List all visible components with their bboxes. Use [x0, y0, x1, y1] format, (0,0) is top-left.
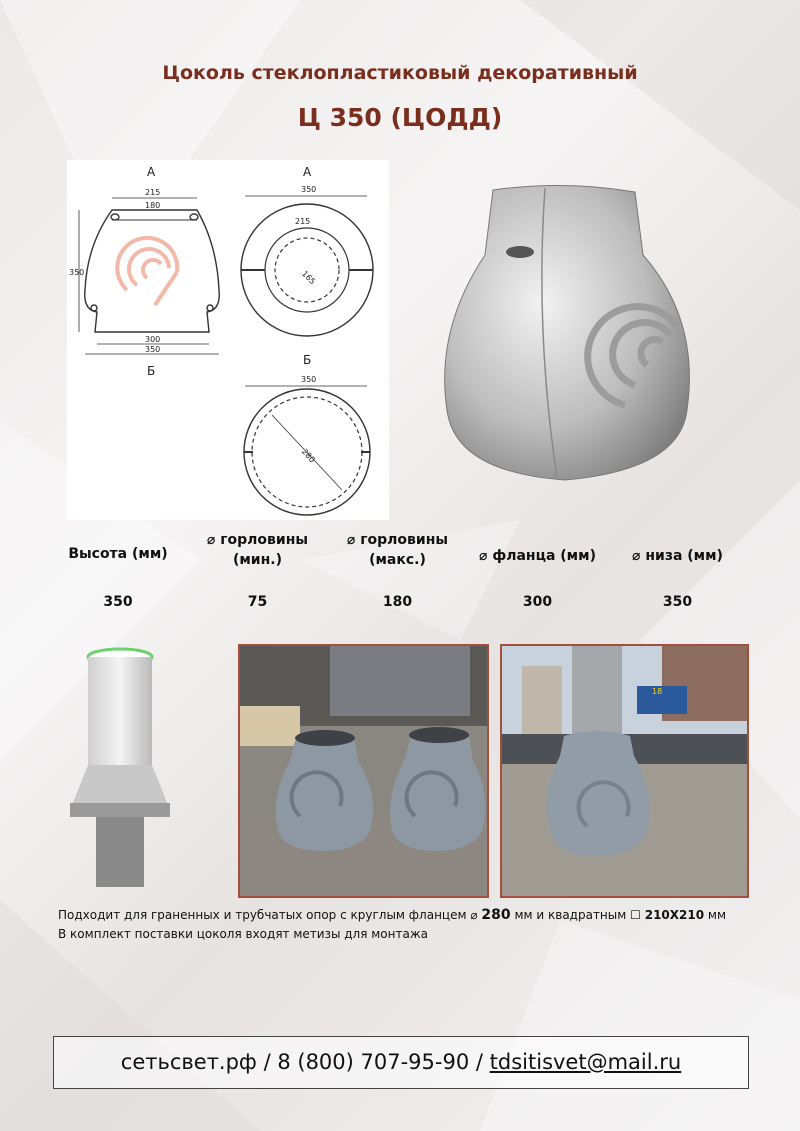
street-base-photo — [502, 646, 749, 898]
spec-neck-max — [335, 530, 460, 610]
square-icon: ☐ — [630, 908, 641, 922]
view-b-outer-dim: 350 — [301, 375, 317, 384]
compatibility-note — [58, 907, 726, 923]
dim-height: 350 — [69, 268, 85, 277]
installed-photo-left — [238, 644, 489, 898]
view-b-arrow-label: Б — [147, 364, 156, 378]
spec-label: ⌀ фланца (мм) — [479, 548, 596, 564]
dim-holes: 180 — [145, 201, 161, 210]
technical-drawing — [67, 160, 389, 520]
view-a-arrow-label: А — [147, 165, 156, 179]
note-prefix: Подходит для граненных и трубчатых опор с круглым фланцем ⌀ — [58, 908, 478, 922]
spec-value: 350 — [662, 594, 693, 610]
view-a-neck-dim: 165 — [299, 269, 318, 287]
spec-label: ⌀ горловины — [206, 532, 309, 548]
spec-height — [58, 530, 178, 610]
spec-value: 75 — [247, 594, 268, 610]
note-round-value: 280 — [481, 907, 511, 923]
note-square-value: 210Х210 — [644, 908, 705, 922]
footer-separator: / — [256, 1050, 278, 1074]
contact-footer — [53, 1036, 749, 1089]
two-bases-photo — [240, 646, 489, 898]
spec-flange — [465, 530, 610, 610]
spec-neck-min — [195, 530, 320, 610]
spec-value: 300 — [522, 594, 553, 610]
dim-flange: 300 — [145, 335, 161, 344]
pipe-illustration — [60, 645, 170, 890]
document-title: Цоколь стеклопластиковый декоративный — [162, 62, 638, 84]
spec-value: 180 — [382, 594, 413, 610]
model-title: Ц 350 (ЦОДД) — [297, 103, 503, 132]
installed-photo-right — [500, 644, 749, 898]
bus-route-number: 18 — [652, 687, 663, 696]
spec-label-sub: (мин.) — [232, 552, 283, 568]
view-b-inner-dim: 280 — [299, 447, 317, 465]
view-b-title: Б — [303, 353, 312, 367]
spec-bottom — [615, 530, 740, 610]
footer-phone[interactable]: 8 (800) 707-95-90 — [277, 1050, 470, 1074]
note-mid: мм и квадратным — [514, 908, 627, 922]
spec-label: ⌀ низа (мм) — [632, 548, 723, 564]
footer-email-link[interactable]: tdsitisvet@mail.ru — [489, 1050, 682, 1074]
dim-top: 215 — [145, 188, 161, 197]
view-a-title: А — [303, 165, 312, 179]
logo-watermark — [117, 238, 177, 305]
product-photo — [425, 180, 705, 500]
view-a-outer-dim: 350 — [301, 185, 317, 194]
spec-value: 350 — [103, 594, 133, 610]
footer-site[interactable]: сетьсвет.рф — [120, 1050, 257, 1074]
note-suffix: мм — [707, 908, 727, 922]
side-view — [85, 210, 220, 332]
spec-label: ⌀ горловины — [346, 532, 449, 548]
view-a-inner-dim: 215 — [295, 217, 311, 226]
delivery-note: В комплект поставки цоколя входят метизы для монтажа — [58, 927, 428, 941]
specs-table — [0, 530, 800, 620]
footer-separator: / — [469, 1050, 490, 1074]
spec-label-sub: (макс.) — [369, 552, 426, 568]
spec-label: Высота (мм) — [68, 546, 168, 562]
dim-bottom: 350 — [145, 345, 161, 354]
